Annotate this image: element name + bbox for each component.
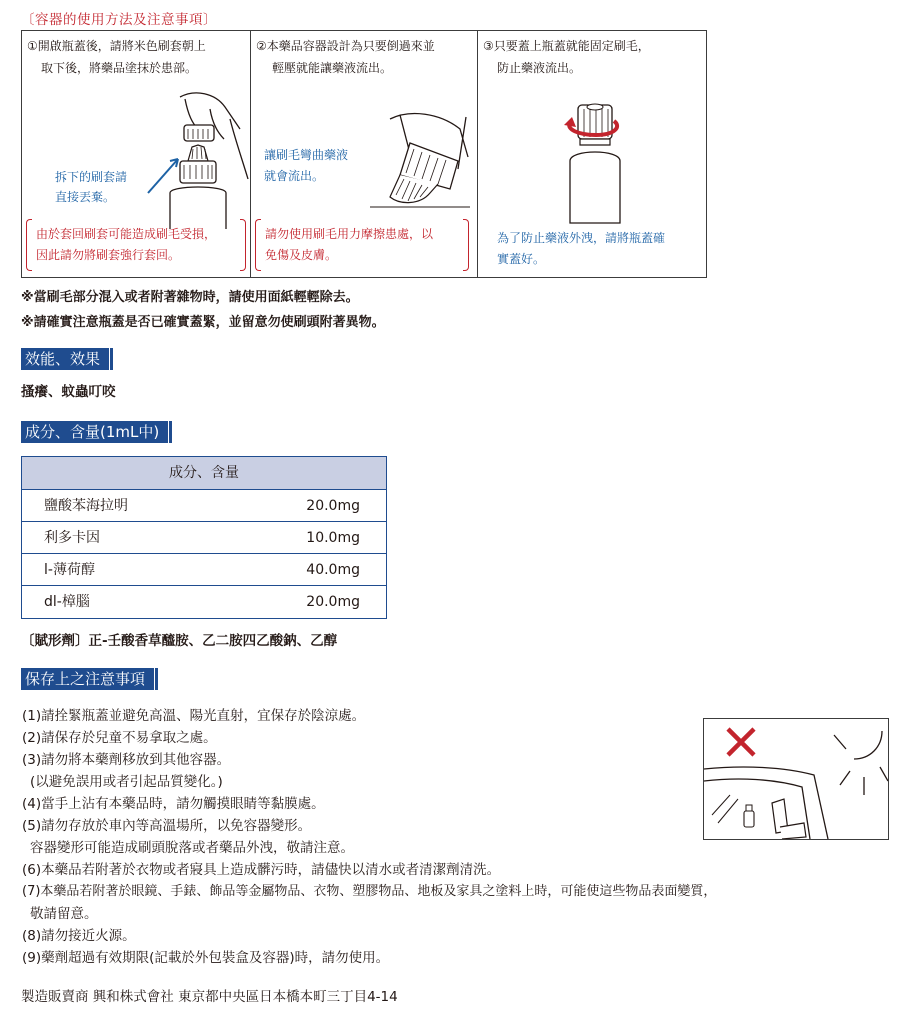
efficacy-text: 搔癢、蚊蟲叮咬: [21, 384, 116, 400]
ingredient-amount: 20.0mg: [306, 594, 360, 610]
step1-note-line2: 直接丟棄。: [55, 190, 116, 204]
step2-warning-line1: 請勿使用刷毛用力摩擦患處，以: [265, 227, 434, 241]
ingredient-name: l-薄荷醇: [44, 562, 95, 578]
caution-item: (7)本藥品若附著於眼鏡、手錶、飾品等金屬物品、衣物、塑膠物品、地板及家具之塗料上時，可能使這些物品表面變質，: [22, 884, 717, 899]
efficacy-heading: 效能、效果: [21, 348, 109, 370]
warning-bracket-left: [26, 219, 32, 271]
remove-brush-cap-illustration: [140, 89, 250, 229]
ingredient-amount: 40.0mg: [306, 562, 360, 578]
usage-instructions-box: [21, 30, 707, 278]
table-row: [22, 490, 386, 522]
caution-item: (5)請勿存放於車內等高溫場所，以免容器變形。: [22, 818, 312, 834]
caution-item: (6)本藥品若附著於衣物或者寢具上造成髒污時，請儘快以清水或者清潔劑清洗。: [22, 862, 501, 878]
step2-note-line1: 讓刷毛彎曲藥液: [264, 148, 349, 162]
step2-warning-line2: 免傷及皮膚。: [265, 248, 338, 262]
warning-bracket-left: [255, 219, 261, 271]
ingredient-name: dl-樟腦: [44, 594, 90, 610]
ingredient-name: 鹽酸苯海拉明: [44, 498, 128, 514]
table-row: [22, 522, 386, 554]
caution-item: (以避免誤用或者引起品質變化。): [30, 774, 223, 790]
manufacturer-info: 製造販賣商 興和株式會社 東京都中央區日本橋本町三丁目4-14: [21, 989, 398, 1005]
step2-note-line2: 就會流出。: [264, 169, 325, 183]
column-divider: [477, 31, 478, 277]
caution-item: (3)請勿將本藥劑移放到其他容器。: [22, 752, 231, 768]
caution-item: 敬請留意。: [30, 906, 98, 922]
close-cap-illustration: [564, 99, 634, 224]
step1-line2: 取下後，將藥品塗抹於患部。: [41, 61, 198, 75]
step3-note-line1: 為了防止藥液外洩，請將瓶蓋確: [497, 231, 666, 245]
ingredients-table: [21, 456, 387, 619]
excipients-text: 〔賦形劑〕正-壬酸香草醯胺、乙二胺四乙酸鈉、乙醇: [21, 633, 338, 649]
step1-line1: ①開啟瓶蓋後，請將米色刷套朝上: [27, 39, 206, 53]
press-brush-illustration: [370, 109, 475, 209]
step1-warning-line2: 因此請勿將刷套強行套回。: [36, 248, 181, 262]
no-car-storage-illustration: [703, 718, 889, 840]
caution-item: 容器變形可能造成刷頭脫落或者藥品外洩，敬請注意。: [30, 840, 354, 856]
caution-item: (9)藥劑超過有效期限(記載於外包裝盒及容器)時，請勿使用。: [22, 950, 390, 966]
table-header: 成分、含量: [22, 457, 386, 490]
caution-item: (8)請勿接近火源。: [22, 928, 136, 944]
step3-line2: 防止藥液流出。: [497, 61, 582, 75]
step1-note-line1: 拆下的刷套請: [55, 170, 128, 184]
column-divider: [250, 31, 251, 277]
usage-section-title: 〔容器的使用方法及注意事項〕: [21, 12, 217, 28]
remark-line: ※當刷毛部分混入或者附著雜物時，請使用面紙輕輕除去。: [21, 290, 359, 305]
ingredients-heading: 成分、含量(1mL中): [21, 421, 168, 443]
table-row: [22, 554, 386, 586]
table-row: [22, 586, 386, 618]
storage-heading: 保存上之注意事項: [21, 668, 154, 690]
remark-line: ※請確實注意瓶蓋是否已確實蓋緊，並留意勿使刷頭附著異物。: [21, 315, 385, 330]
step3-note-line2: 實蓋好。: [497, 252, 546, 266]
step3-line1: ③只要蓋上瓶蓋就能固定刷毛，: [483, 39, 650, 53]
warning-bracket-right: [463, 219, 469, 271]
step1-warning-line1: 由於套回刷套可能造成刷毛受損，: [36, 227, 217, 241]
ingredient-name: 利多卡因: [44, 530, 100, 546]
caution-item: (2)請保存於兒童不易拿取之處。: [22, 730, 217, 746]
ingredient-amount: 20.0mg: [306, 498, 360, 514]
step2-line2: 輕壓就能讓藥液流出。: [272, 61, 393, 75]
warning-bracket-right: [240, 219, 246, 271]
caution-item: (4)當手上沾有本藥品時，請勿觸摸眼睛等黏膜處。: [22, 796, 325, 812]
car-interior-sun-icon: [704, 719, 888, 839]
caution-item: (1)請拴緊瓶蓋並避免高溫、陽光直射，宜保存於陰涼處。: [22, 708, 366, 724]
ingredient-amount: 10.0mg: [306, 530, 360, 546]
step2-line1: ②本藥品容器設計為只要倒過來並: [256, 39, 435, 53]
